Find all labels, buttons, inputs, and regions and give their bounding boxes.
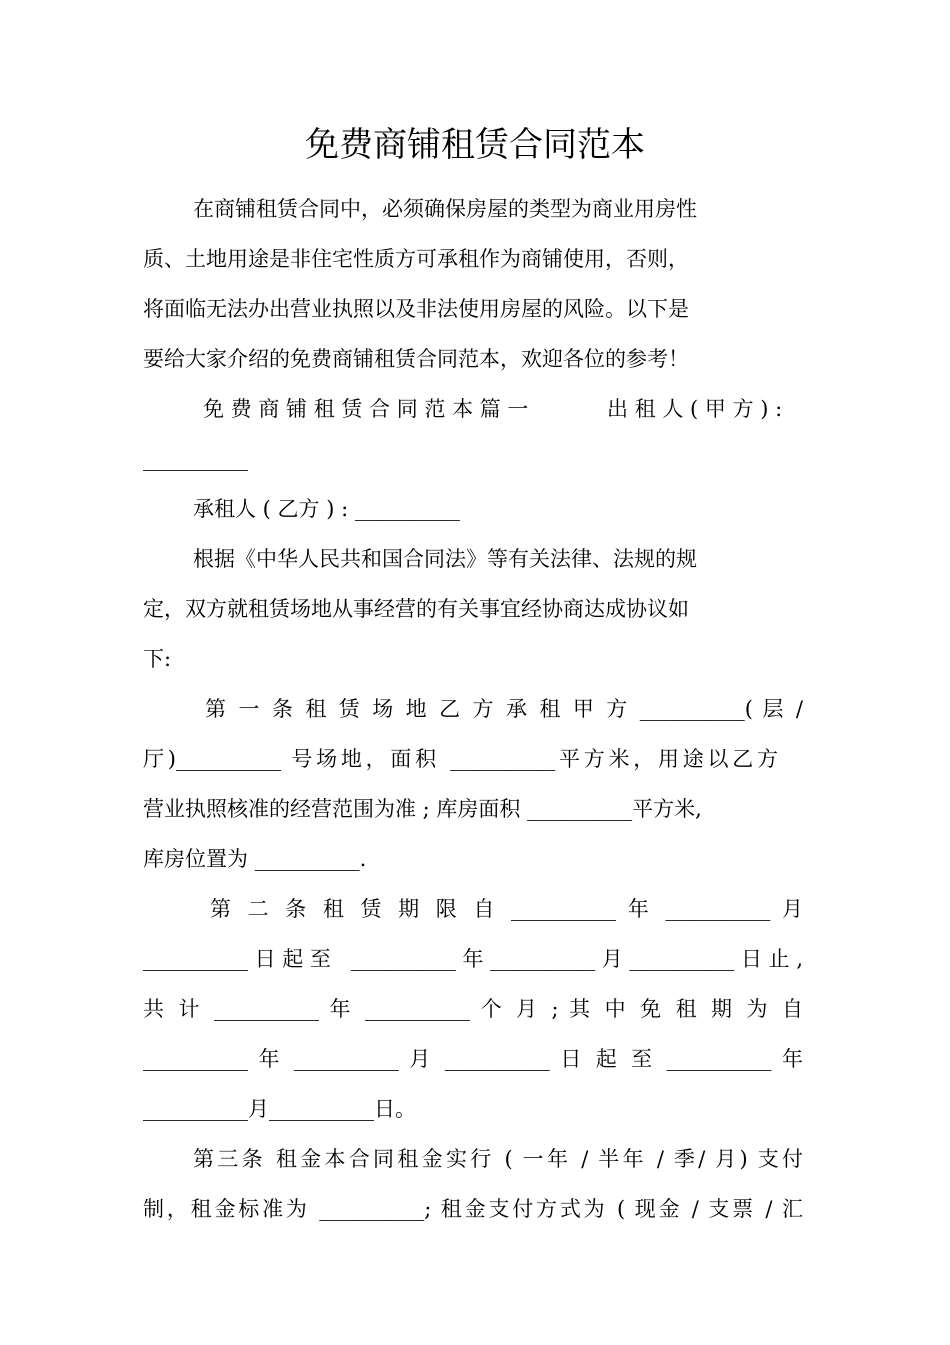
article1-line-3: 营业执照核准的经营范围为准 ; 库房面积 __________平方米, — [143, 797, 702, 821]
lessor-blank: __________ — [143, 447, 248, 471]
article1-line-2: 厅)__________ 号场地，面积 __________平方米，用途以乙方 — [143, 747, 778, 771]
article3-line-2: 制，租金标准为 __________; 租金支付方式为 ( 现金 / 支票 / 汇 — [143, 1197, 803, 1221]
article2-line-1: 第 二 条 租 赁 期 限 自 __________ 年 __________ 月 — [210, 897, 803, 921]
intro-line-2: 质、土地用途是非住宅性质方可承租作为商铺使用，否则， — [143, 247, 689, 271]
intro-line-3: 将面临无法办出营业执照以及非法使用房屋的风险。以下是 — [143, 297, 689, 321]
article2-line-3: 共 计 __________ 年 __________ 个 月 ; 其 中 免 租 期 为 自 — [143, 997, 803, 1021]
document-title: 免费商铺租赁合同范本 — [305, 125, 645, 165]
basis-line-2: 定，双方就租赁场地从事经营的有关事宜经协商达成协议如 — [143, 597, 689, 621]
article2-line-4: __________ 年 __________ 月 __________ 日 起 至 __________ 年 — [143, 1047, 803, 1071]
intro-line-1: 在商铺租赁合同中，必须确保房屋的类型为商业用房性 — [193, 197, 697, 221]
intro-line-4: 要给大家介绍的免费商铺租赁合同范本，欢迎各位的参考！ — [143, 347, 689, 371]
section-heading: 免 费 商 铺 租 赁 合 同 范 本 篇 一 — [203, 397, 529, 421]
article3-line-1: 第三条 租金本合同租金实行 ( 一年 / 半年 / 季/ 月) 支付 — [193, 1147, 803, 1171]
lessor-label: 出 租 人 ( 甲 方 ) : — [607, 397, 783, 421]
article2-line-5: __________月__________日。 — [143, 1097, 416, 1121]
basis-line-1: 根据《中华人民共和国合同法》等有关法律、法规的规 — [193, 547, 697, 571]
article2-line-2: __________日起至 __________年__________月__________日止, — [143, 947, 803, 971]
lessee-line: 承租人 ( 乙方 ) : __________ — [193, 497, 460, 521]
article1-line-1: 第 一 条 租 赁 场 地 乙 方 承 租 甲 方 __________( 层 / — [205, 697, 803, 721]
article1-line-4: 库房位置为 __________. — [143, 847, 367, 871]
basis-line-3: 下: — [143, 647, 172, 671]
